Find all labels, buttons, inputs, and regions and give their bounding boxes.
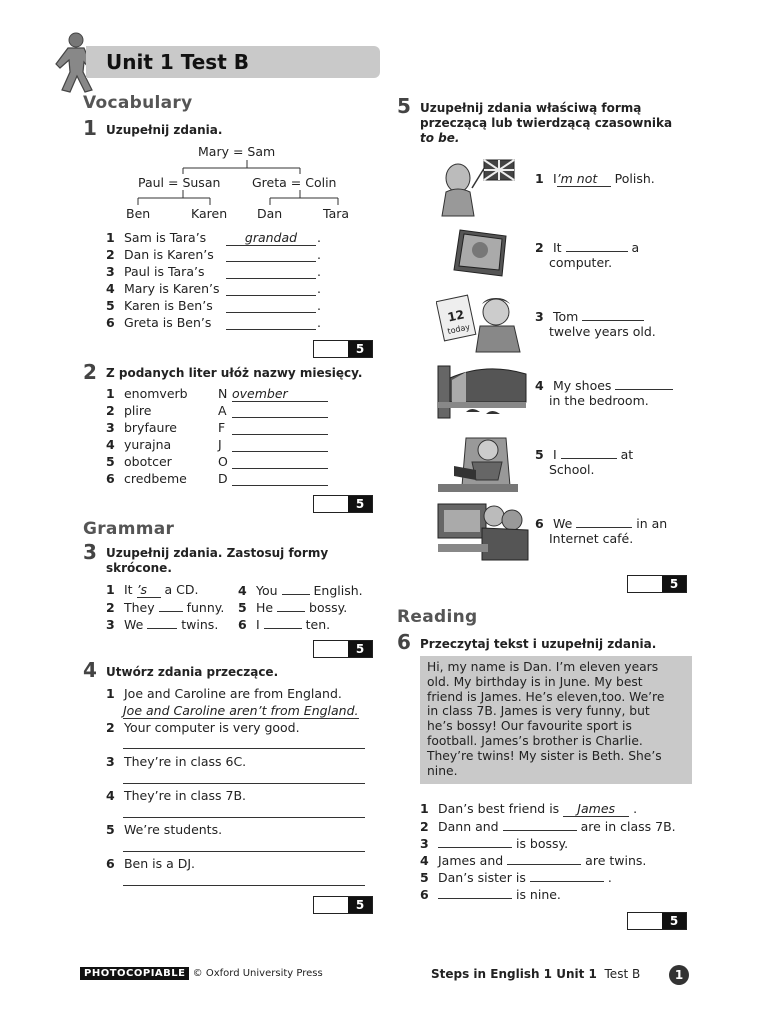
list-item: 6 Greta is Ben’s [106,315,212,330]
exercise-1-number: 1 [83,116,97,140]
answer-field[interactable] [232,454,328,469]
list-item: 3 We twins. [106,617,219,632]
family-tree [100,140,380,230]
answer-field[interactable] [503,818,577,831]
list-item: 1 It ’s a CD. [106,582,199,597]
exercise-1-instruction: Uzupełnij zdania. [106,123,223,137]
letter-hint: F [218,420,226,435]
answer-field[interactable] [226,281,316,296]
list-item: 3 is bossy. [420,836,569,851]
answer-field[interactable] [226,315,316,330]
tree-parents-right: Greta = Colin [252,175,337,190]
list-item: 4 My shoes in the bedroom. [535,377,673,408]
answer-field[interactable] [226,264,316,279]
score-box[interactable]: 5 [627,575,687,593]
answer-field[interactable]: ovember [232,386,328,402]
bed-with-shoes-icon [436,362,528,427]
test-label: Test B [604,967,641,981]
svg-text:12: 12 [446,307,466,325]
exercise-2-instruction: Z podanych liter ułóż nazwy miesięcy. [106,366,363,380]
answer-field[interactable] [226,247,316,262]
list-item: 5 He bossy. [238,600,348,615]
answer-field[interactable] [438,835,512,848]
letter-hint: D [218,471,228,486]
tree-child-ben: Ben [126,206,151,221]
tree-child-karen: Karen [191,206,228,221]
exercise-2-number: 2 [83,360,97,384]
list-item: 6 We in an Internet café. [535,516,668,546]
list-item: 1 Joe and Caroline are from England. [106,686,342,701]
exercise-5-number: 5 [397,94,411,118]
exercise-3-number: 3 [83,540,97,564]
list-item: 2 They funny. [106,600,225,615]
list-item: 1 I’m not Polish. [535,171,655,186]
list-item: 5 Karen is Ben’s [106,298,213,313]
letter-hint: A [218,403,227,418]
list-item: 6 I ten. [238,617,331,632]
answer-field[interactable] [123,736,365,749]
list-item: 1 Dan’s best friend is James . [420,801,638,816]
answer-field[interactable] [530,869,604,882]
answer-field[interactable] [566,239,628,252]
list-item: 4 James and are twins. [420,853,647,868]
score-box[interactable]: 5 [313,896,373,914]
reading-heading: Reading [397,607,478,627]
girl-with-flag-icon [436,158,518,221]
list-item: 4 yurajna [106,437,172,452]
answer-field[interactable]: Joe and Caroline aren’t from England. [123,703,359,718]
answer-field[interactable] [232,420,328,435]
tree-parents-left: Paul = Susan [138,175,221,190]
exercise-6-number: 6 [397,630,411,654]
answer-field[interactable] [123,873,365,886]
list-item: 4 They’re in class 7B. [106,788,247,803]
letter-hint: O [218,454,228,469]
answer-field[interactable]: ’m not [557,171,611,187]
exercise-5-instruction: Uzupełnij zdania właściwą formą przeczącą lub twierdzącą czasownika to be. [420,101,673,145]
list-item: 5 We’re students. [106,822,223,837]
answer-field[interactable] [147,616,177,629]
list-item: 2 Your computer is very good. [106,720,300,735]
answer-field[interactable] [282,582,310,595]
list-item: 1 enomverb [106,386,188,401]
exercise-3-instruction: Uzupełnij zdania. Zastosuj formy skrócone. [106,546,329,575]
answer-field[interactable]: James [563,801,629,817]
exercise-6-instruction: Przeczytaj tekst i uzupełnij zdania. [420,637,657,651]
tree-child-tara: Tara [323,206,350,221]
exercise-4-instruction: Utwórz zdania przeczące. [106,665,279,679]
answer-field[interactable] [123,839,365,852]
answer-field[interactable] [123,771,365,784]
list-item: 2 Dann and are in class 7B. [420,819,676,834]
list-item: 3 Paul is Tara’s [106,264,205,279]
tree-child-dan: Dan [257,206,283,221]
grammar-heading: Grammar [83,519,175,539]
boys-at-computer-icon [436,500,530,565]
list-item: 3 bryfaure [106,420,177,435]
answer-field[interactable] [159,599,183,612]
book-title: Steps in English 1 Unit 1 [431,967,597,981]
list-item: 5 Dan’s sister is . [420,870,612,885]
reading-text-box: Hi, my name is Dan. I’m eleven years old. My birthday is in June. My best friend is James. He’s eleven,too. We’re in class 7B. James is very funny, but he’s bossy! Our favourite sport is football. James’s brother is Charlie. They’re twins! My sister is Beth. She’s nine. [420,656,692,784]
vocabulary-heading: Vocabulary [83,93,193,113]
tree-grandparents: Mary = Sam [198,144,276,159]
answer-field[interactable] [507,852,581,865]
exercise-4-number: 4 [83,658,97,682]
letter-hint: J [218,437,222,452]
list-item: 4 You English. [238,583,363,598]
answer-field[interactable] [232,437,328,452]
list-item: 6 is nine. [420,887,561,902]
list-item: 6 credbeme [106,471,187,486]
answer-field[interactable] [277,599,305,612]
svg-text:today: today [446,322,471,336]
list-item: 4 Mary is Karen’s [106,281,220,296]
list-item: 3 Tom twelve years old. [535,309,656,339]
page-title: Unit 1 Test B [106,50,249,74]
copyright-text: © Oxford University Press [192,968,323,979]
answer-field[interactable] [582,308,644,321]
answer-field[interactable]: ’s [137,582,161,598]
list-item: 5 obotcer [106,454,172,469]
boy-with-calendar-icon [436,294,526,359]
boy-reading-icon [436,430,520,497]
letter-hint: N [218,386,228,401]
list-item: 1 Sam is Tara’s [106,230,207,245]
score-box[interactable]: 5 [627,912,687,930]
list-item: 2 Dan is Karen’s [106,247,214,262]
page-number: 1 [669,965,689,985]
answer-field[interactable] [615,377,673,390]
list-item: 2 It a computer. [535,240,640,270]
score-box[interactable]: 5 [313,495,373,513]
score-box[interactable]: 5 [313,640,373,658]
answer-field[interactable] [438,886,512,899]
list-item: 2 plire [106,403,152,418]
answer-field[interactable] [232,471,328,486]
answer-field[interactable] [232,403,328,418]
footer-left [80,968,323,979]
answer-field[interactable] [576,515,632,528]
footer-right [431,967,640,981]
list-item: 5 I at School. [535,447,634,477]
book-icon [450,226,514,283]
answer-field[interactable] [123,805,365,818]
answer-field[interactable]: grandad [226,230,316,246]
answer-field[interactable] [561,446,617,459]
score-box[interactable]: 5 [313,340,373,358]
answer-field[interactable] [226,298,316,313]
list-item: 3 They’re in class 6C. [106,754,247,769]
photocopiable-badge: PHOTOCOPIABLE [80,967,189,980]
answer-field[interactable] [264,616,302,629]
list-item: 6 Ben is a DJ. [106,856,196,871]
